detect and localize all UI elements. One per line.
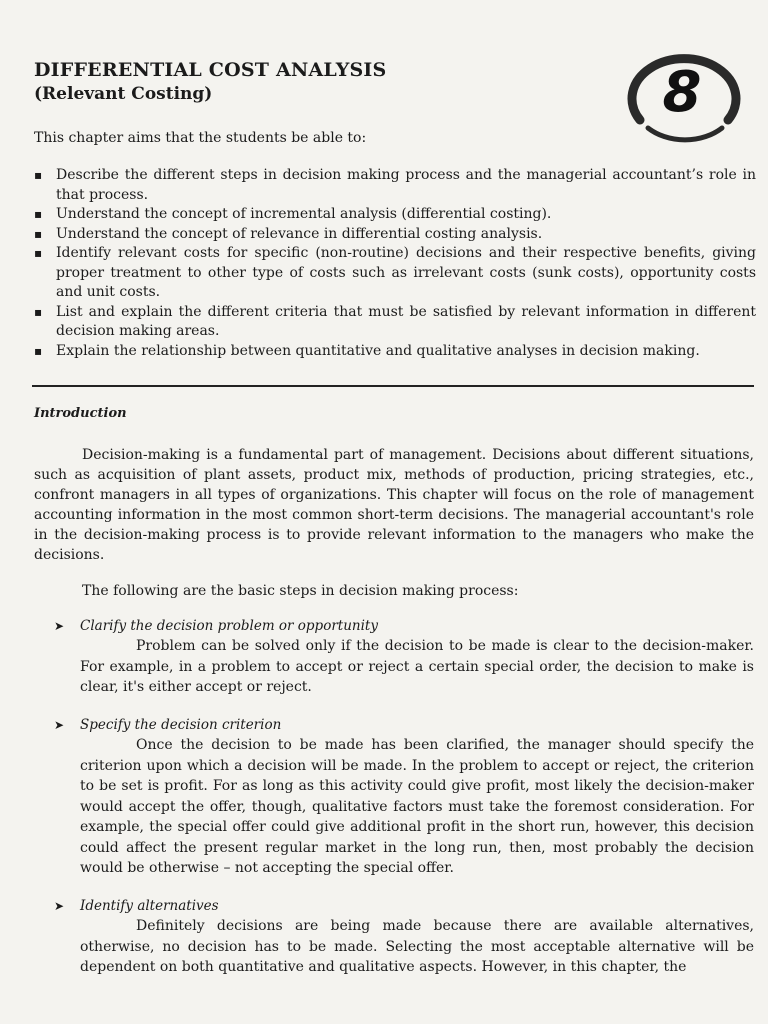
step-identify <box>54 898 754 978</box>
step-clarify <box>54 618 754 698</box>
list-item: ▪ Describe the different steps in decision making process and the managerial accountant’s role in that process. <box>34 166 756 205</box>
aims-intro: This chapter aims that the students be able to: <box>34 130 367 146</box>
list-item: ▪ List and explain the different criteria that must be satisfied by relevant information in different decision making areas. <box>34 303 756 342</box>
step-body: Definitely decisions are being made because there are available alternatives, otherwise, no decision has to be made. Selecting the most acceptable alternative will be dependent on both quantitative and qualitative aspects. However, in this chapter, the <box>80 918 754 975</box>
arrow-bullet-icon: ➤ <box>54 899 65 913</box>
step-title: Clarify the decision problem or opportunity <box>80 618 378 634</box>
introduction-heading: Introduction <box>34 406 127 421</box>
list-item: ▪ Explain the relationship between quantitative and qualitative analyses in decision making. <box>34 342 756 362</box>
arrow-bullet-icon: ➤ <box>54 619 65 633</box>
steps-lead: The following are the basic steps in decision making process: <box>82 583 519 599</box>
step-specify <box>54 717 754 879</box>
chapter-title: DIFFERENTIAL COST ANALYSIS <box>34 59 387 81</box>
list-item: ▪ Understand the concept of incremental analysis (differential costing). <box>34 205 756 225</box>
list-item: ▪ Understand the concept of relevance in differential costing analysis. <box>34 225 756 245</box>
objectives-list <box>34 166 756 361</box>
chapter-subtitle: (Relevant Costing) <box>34 84 213 104</box>
chapter-number: 8 <box>662 60 702 125</box>
step-title: Identify alternatives <box>80 898 219 914</box>
section-divider <box>32 385 754 387</box>
step-title: Specify the decision criterion <box>80 717 282 733</box>
introduction-paragraph: Decision-making is a fundamental part of management. Decisions about different situations, such as acquisition of plant assets, product mix, methods of production, pricing strategies, etc., confront managers in all types of organizations. This chapter will focus on the role of management accounting information in the most common short-term decisions. The managerial accountant's role in the decision-making process is to provide relevant information to the managers who make the decisions. <box>34 447 754 563</box>
step-body: Once the decision to be made has been clarified, the manager should specify the criterion upon which a decision will be made. In the problem to accept or reject, the criterion to be set is profit. For as long as this activity could give profit, most likely the decision-maker would accept the offer, though, qualitative factors must take the foremost consideration. For example, the special offer could give additional profit in the short run, however, this decision could affect the present regular market in the long run, then, most probably the decision would be otherwise – not accepting the special offer. <box>80 737 754 876</box>
arrow-bullet-icon: ➤ <box>54 718 65 732</box>
chapter-number-badge <box>618 48 746 144</box>
step-body: Problem can be solved only if the decision to be made is clear to the decision-maker. For example, in a problem to accept or reject a certain special order, the decision to make is clear, it's either accept or reject. <box>80 638 754 695</box>
list-item: ▪ Identify relevant costs for specific (non-routine) decisions and their respective benefits, giving proper treatment to other type of costs such as irrelevant costs (sunk costs), opportunity costs and unit costs. <box>34 244 756 303</box>
